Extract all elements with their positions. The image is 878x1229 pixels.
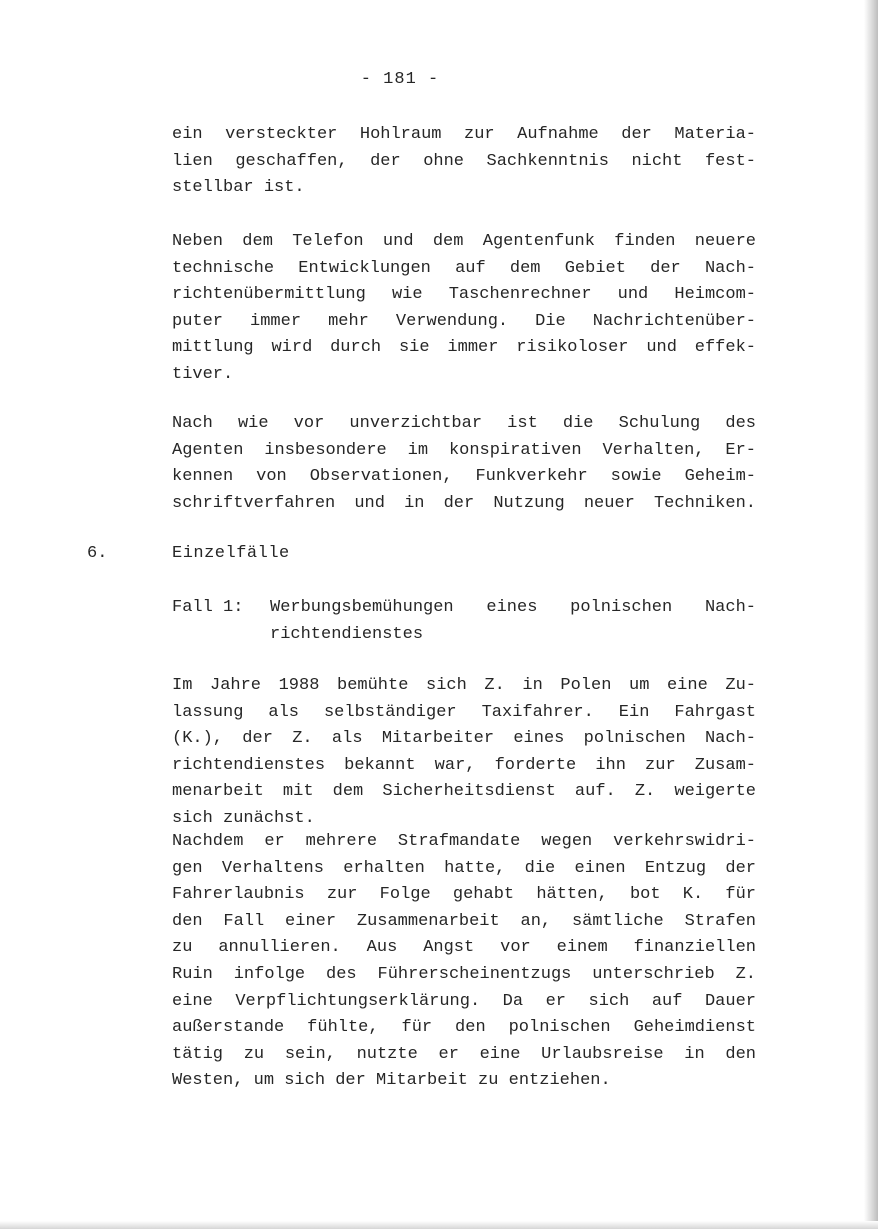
text-line: Nachdem er mehrere Strafmandate wegen verkehrswidri- <box>172 832 756 851</box>
text-line: stellbar ist. <box>172 178 305 198</box>
text-line: Westen, um sich der Mitarbeit zu entziehen. <box>172 1071 611 1091</box>
text-line: puter immer mehr Verwendung. Die Nachrichtenüber- <box>172 311 756 331</box>
case-title-line: richtendienstes <box>270 624 424 644</box>
text-line: Im Jahre 1988 bemühte sich Z. in Polen um eine Zu- <box>172 676 756 695</box>
text-line: sich zunächst. <box>172 808 315 828</box>
text-line: kennen von Observationen, Funkverkehr sowie Geheim- <box>172 467 756 487</box>
text-line: Neben dem Telefon und dem Agentenfunk finden neuere <box>172 232 756 251</box>
text-line: Agenten insbesondere im konspirativen Verhalten, Er- <box>172 440 756 460</box>
paragraph-fall-1-intro <box>172 673 756 833</box>
paragraph-technik <box>172 229 756 389</box>
paragraph-fall-1-verlauf <box>172 829 756 1095</box>
scan-edge-shadow <box>864 0 878 1229</box>
section-number: 6. <box>87 544 108 563</box>
text-line: (K.), der Z. als Mitarbeiter eines polnischen Nach- <box>172 729 756 749</box>
case-title <box>270 595 756 648</box>
text-line: mittlung wird durch sie immer risikoloser und effek- <box>172 338 756 358</box>
text-line: Nach wie vor unverzichtbar ist die Schulung des <box>172 414 756 433</box>
paragraph-schulung <box>172 411 756 517</box>
text-line: eine Verpflichtungserklärung. Da er sich auf Dauer <box>172 991 756 1011</box>
text-line: technische Entwicklungen auf dem Gebiet der Nach- <box>172 258 756 278</box>
text-line: richtendienstes bekannt war, forderte ihn zur Zusam- <box>172 755 756 775</box>
scan-bottom-shadow <box>0 1221 878 1229</box>
case-label: Fall 1: <box>172 598 244 617</box>
text-line: lassung als selbständiger Taxifahrer. Ein Fahrgast <box>172 702 756 722</box>
text-line: außerstande fühlte, für den polnischen Geheimdienst <box>172 1018 756 1038</box>
text-line: tiver. <box>172 364 234 384</box>
page-number: - 181 - <box>360 70 440 89</box>
text-line: schriftverfahren und in der Nutzung neuer Techniken. <box>172 493 756 513</box>
text-line: Ruin infolge des Führerscheinentzugs unterschrieb Z. <box>172 964 756 984</box>
text-line: richtenübermittlung wie Taschenrechner und Heimcom- <box>172 285 756 305</box>
text-line: den Fall einer Zusammenarbeit an, sämtliche Strafen <box>172 911 756 931</box>
paragraph-hohlraum <box>172 122 756 202</box>
case-title-line: Werbungsbemühungen eines polnischen Nach- <box>270 598 756 617</box>
text-line: lien geschaffen, der ohne Sachkenntnis nicht fest- <box>172 151 756 171</box>
text-line: menarbeit mit dem Sicherheitsdienst auf. Z. weigerte <box>172 782 756 802</box>
text-line: zu annullieren. Aus Angst vor einem finanziellen <box>172 938 756 958</box>
text-line: ein versteckter Hohlraum zur Aufnahme der Materia- <box>172 125 756 144</box>
text-line: gen Verhaltens erhalten hatte, die einen Entzug der <box>172 858 756 878</box>
section-title: Einzelfälle <box>172 544 290 563</box>
text-line: Fahrerlaubnis zur Folge gehabt hätten, bot K. für <box>172 885 756 905</box>
text-line: tätig zu sein, nutzte er eine Urlaubsreise in den <box>172 1044 756 1064</box>
